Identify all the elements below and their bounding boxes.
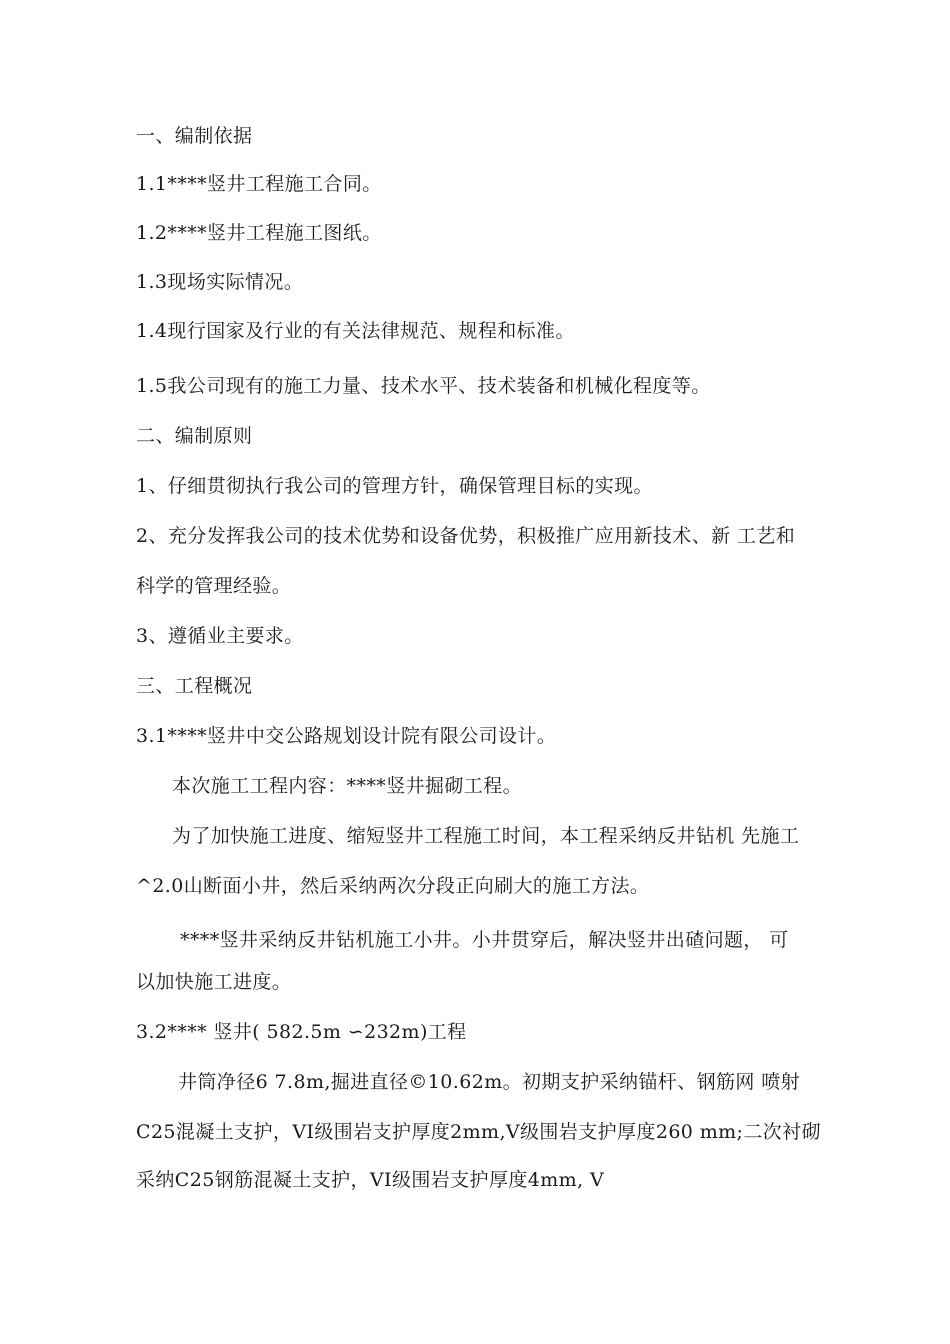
principle-item-1: 1、仔细贯彻执行我公司的管理方针，确保管理目标的实现。 xyxy=(136,475,653,497)
basis-item-1-1: 1.1****竖井工程施工合同。 xyxy=(136,173,382,195)
overview-item-3-1: 3.1****竖井中交公路规划设计院有限公司设计。 xyxy=(136,725,557,747)
basis-item-1-4: 1.4现行国家及行业的有关法律规范、规程和标准。 xyxy=(136,320,575,342)
section-heading-1: 一、编制依据 xyxy=(136,125,253,147)
principle-item-3: 3、遵循业主要求。 xyxy=(136,625,304,647)
overview-paragraph-shaft-cont: 以加快施工进度。 xyxy=(136,971,292,993)
support-paragraph-cont-2: 采纳C25钢筋混凝土支护，VI级围岩支护厚度4mm, V xyxy=(136,1169,605,1191)
principle-item-2: 2、充分发挥我公司的技术优势和设备优势，积极推广应用新技术、新 工艺和 xyxy=(136,525,796,547)
basis-item-1-5: 1.5我公司现有的施工力量、技术水平、技术装备和机械化程度等。 xyxy=(136,375,711,397)
support-paragraph-cont-1: C25混凝土支护，VI级围岩支护厚度2mm,V级围岩支护厚度260 mm;二次衬砌 xyxy=(136,1121,821,1143)
overview-paragraph-scope: 本次施工工程内容：****竖井掘砌工程。 xyxy=(172,775,523,797)
basis-item-1-3: 1.3现场实际情况。 xyxy=(136,271,304,293)
basis-item-1-2: 1.2****竖井工程施工图纸。 xyxy=(136,222,382,244)
overview-paragraph-method: 为了加快施工进度、缩短竖井工程施工时间，本工程采纳反井钻机 先施工 xyxy=(172,825,800,847)
overview-item-3-2: 3.2**** 竖井( 582.5m ∽232m)工程 xyxy=(136,1021,467,1043)
principle-item-2-cont: 科学的管理经验。 xyxy=(136,575,292,597)
overview-paragraph-shaft: ****竖井采纳反井钻机施工小井。小井贯穿后，解决竖井出碴问题， 可 xyxy=(180,929,789,951)
section-heading-2: 二、编制原则 xyxy=(136,425,253,447)
support-paragraph: 井筒净径6 7.8m,掘进直径©10.62m。初期支护采纳锚杆、钢筋网 喷射 xyxy=(178,1071,801,1093)
overview-paragraph-method-cont: ^2.0山断面小井，然后采纳两次分段正向刷大的施工方法。 xyxy=(136,875,650,897)
section-heading-3: 三、工程概况 xyxy=(136,675,253,697)
